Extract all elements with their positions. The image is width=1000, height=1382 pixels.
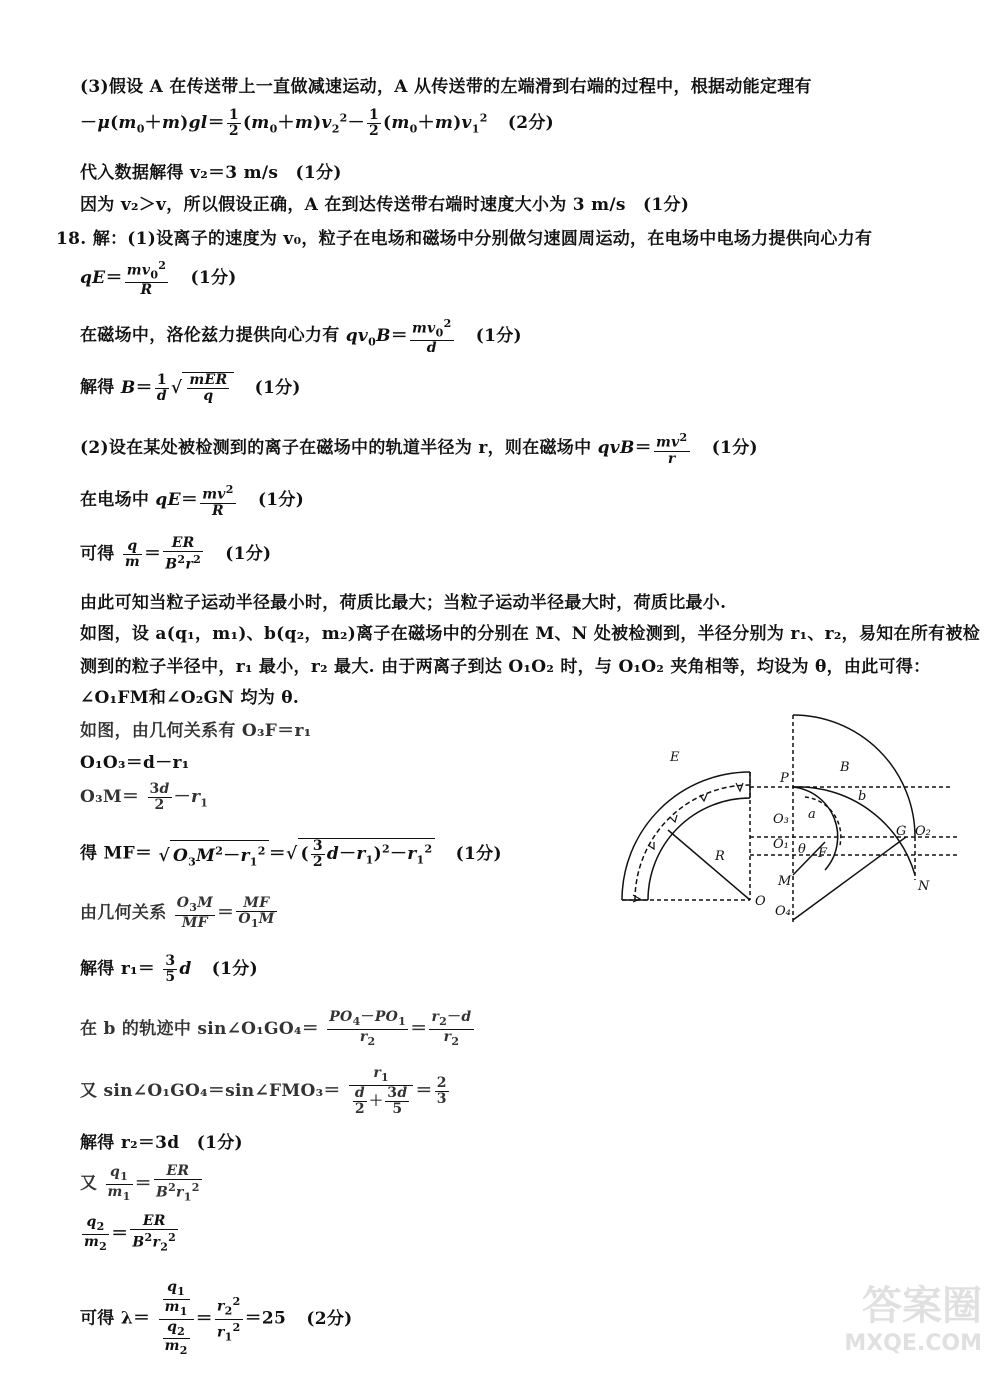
text-line-20 (80, 896, 279, 931)
label-N: N (918, 879, 930, 894)
formula-r1: $\frac{3}{5}$ d (165, 953, 192, 985)
electric-field-region (622, 772, 750, 902)
formula-ratio: $\frac{O_3M}{MF}$ ＝ $\frac{MF}{O_1M}$ (176, 895, 275, 931)
label-G: G (896, 824, 907, 839)
text-line-24 (80, 1128, 243, 1153)
label-O3: O₃ (773, 812, 789, 827)
label-P: P (780, 771, 789, 786)
text-line-14 (80, 652, 930, 677)
score-l11: (1分) (225, 543, 272, 564)
text-line-25 (80, 1164, 204, 1204)
line-22-text: 在 b 的轨迹中 sin∠O₁GO₄＝ (80, 1018, 320, 1039)
formula-lambda: $\frac{\frac{q_1}{m_1}}{\frac{q_2}{m_2}}$ ＝ $\frac{r_2^2}{r_1^2}$ (157, 1309, 245, 1329)
text-line-9 (80, 430, 758, 467)
watermark-text: 答案圈 (862, 1283, 982, 1329)
text-line-12 (80, 588, 726, 613)
score-l27: (2分) (306, 1308, 353, 1329)
label-O1: O₁ (773, 837, 789, 852)
text-line-8 (80, 372, 301, 404)
text-line-2 (80, 108, 554, 139)
text-line-3 (80, 158, 342, 183)
line-10-text: 在电场中 (80, 489, 150, 510)
line-7-text: 在磁场中，洛伦兹力提供向心力有 (80, 325, 340, 346)
line-23-text: 又 sin∠O₁GO₄＝sin∠FMO₃＝ (80, 1080, 341, 1101)
watermark-site: MXQE.COM (844, 1331, 982, 1356)
formula-qE-1: qE＝ $\frac{mv_0^2}{R}$ (80, 259, 167, 299)
formula-energy: $-\mu(m_0+m)gl=$ $\frac{1}{2}$ $(m_0+m)v_2^2-$ $\frac{1}{2}$ $(m_0+m)v_1^2$ (80, 107, 488, 139)
line-4-text: 因为 v₂＞v，所以假设正确，A 在到达传送带右端时速度大小为 3 m/s (1分) (80, 195, 690, 215)
line-5-text: 18. 解：(1)设离子的速度为 v₀，粒子在电场和磁场中分别做匀速圆周运动，在电场中电场力提供向心力有 (56, 229, 873, 249)
line-1-text: (3)假设 A 在传送带上一直做减速运动，A 从传送带的左端滑到右端的过程中，根据动能定理有 (80, 77, 812, 97)
line-18-text: O₃M＝ (80, 787, 140, 807)
formula-q-over-m: $\frac{q}{m}$ ＝ $\frac{ER}{B^2r^2}$ (124, 535, 202, 573)
line-25-text: 又 (80, 1173, 98, 1194)
text-line-22 (80, 1010, 476, 1049)
label-R: R (715, 849, 725, 864)
score-l8: (1分) (254, 377, 301, 398)
radius-line (668, 830, 750, 900)
line-15-text: ∠O₁FM和∠O₂GN 均为 θ. (80, 688, 300, 708)
text-line-7 (80, 316, 522, 356)
formula-q1-m1: $\frac{q_1}{m_1}$ ＝ $\frac{ER}{B^2r_1^2}$ (107, 1163, 200, 1204)
formula-O3M: $\frac{3d}{2}$ $-r_1$ (149, 781, 209, 813)
formula-qv0B: $qv_0B=$ $\frac{mv_0^2}{d}$ (345, 317, 452, 357)
line-17-text: O₁O₃＝d－r₁ (80, 753, 190, 773)
line-20-text: 由几何关系 (80, 902, 167, 923)
text-line-18 (80, 782, 208, 813)
formula-qvB: qvB＝ $\frac{mv^2}{r}$ (597, 431, 688, 467)
line-12-text: 由此可知当粒子运动半径最小时，荷质比最大；当粒子运动半径最大时，荷质比最小. (80, 593, 727, 613)
label-theta: θ (798, 842, 806, 857)
text-line-5 (56, 224, 872, 249)
formula-qE-2: qE＝ $\frac{mv^2}{R}$ (155, 483, 234, 519)
label-O: O (755, 894, 766, 909)
formula-B: B＝ $\frac{1}{d}$ √ $\frac{\text{mER}}{q}$ (121, 378, 235, 398)
label-b: b (858, 789, 867, 804)
text-line-26 (80, 1214, 180, 1254)
line-O4-G (793, 837, 906, 920)
label-a: a (808, 807, 816, 822)
label-E: E (670, 750, 680, 765)
line-14-text: 测到的粒子半径中，r₁ 最小，r₂ 最大. 由于两离子到达 O₁O₂ 时，与 O₁O₂ 夹角相等，均设为 θ，由此可得： (80, 657, 931, 677)
score-l9: (1分) (711, 437, 758, 458)
physics-diagram (600, 705, 980, 935)
line-16-text: 如图，由几何关系有 O₃F＝r₁ (80, 721, 312, 741)
formula-q2-m2: $\frac{q_2}{m_2}$ ＝ $\frac{ER}{B^2r_2^2}$ (84, 1213, 177, 1254)
formula-sin-1: $\frac{PO_4-PO_1}{r_2}$ ＝ $\frac{r_2-d}{r_2}$ (329, 1009, 472, 1048)
text-line-27 (80, 1280, 353, 1358)
score-l2: (2分) (507, 113, 555, 133)
line-13-text: 如图，设 a(q₁，m₁)、b(q₂，m₂)离子在磁场中的分别在 M、N 处被检测到，半径分别为 r₁、r₂，易知在所有被检 (80, 624, 981, 644)
formula-sin-2: $r_1$ $\frac{d}{2}$ ＋ $\frac{3d}{5}$ ＝ $\frac{2}{3}$ (347, 1081, 451, 1101)
label-M: M (778, 874, 792, 889)
lambda-value: ＝25 (244, 1308, 287, 1329)
text-line-6 (80, 258, 237, 298)
text-line-19 (80, 838, 502, 870)
label-F: F (818, 846, 828, 861)
line-19-text: 得 MF＝ (80, 843, 153, 864)
text-line-1 (80, 72, 812, 97)
text-line-10 (80, 482, 304, 519)
score-l6: (1分) (190, 267, 237, 288)
line-24-text: 解得 r₂＝3d (1分) (80, 1133, 243, 1153)
score-l10: (1分) (257, 489, 305, 510)
text-line-15 (80, 683, 299, 708)
line-9-text: (2)设在某处被检测到的离子在磁场中的轨道半径为 r，则在磁场中 (80, 437, 592, 458)
formula-MF: √ $O_3M^2-r_1^2$ ＝√ ( $\frac{3}{2}$ $d-r_1)^2-r_1^2$ (159, 844, 436, 864)
text-line-21 (80, 954, 258, 985)
text-line-11 (80, 536, 271, 573)
line-11-text: 可得 (80, 543, 115, 564)
label-B: B (840, 760, 850, 775)
text-line-16 (80, 716, 311, 741)
line-3-text: 代入数据解得 v₂＝3 m/s (1分) (80, 163, 342, 183)
watermark (782, 1274, 982, 1364)
text-line-23 (80, 1066, 451, 1117)
score-l19: (1分) (455, 843, 502, 864)
text-line-13 (80, 619, 980, 644)
score-l21: (1分) (211, 959, 258, 979)
text-line-17 (80, 748, 190, 773)
score-l7: (1分) (475, 325, 522, 346)
text-line-4 (80, 190, 689, 215)
line-27-text: 可得 λ＝ (80, 1308, 151, 1329)
label-O4: O₄ (775, 904, 791, 919)
line-8-text: 解得 (80, 377, 115, 398)
line-21-text: 解得 r₁＝ (80, 959, 156, 979)
label-O2: O₂ (915, 824, 931, 839)
